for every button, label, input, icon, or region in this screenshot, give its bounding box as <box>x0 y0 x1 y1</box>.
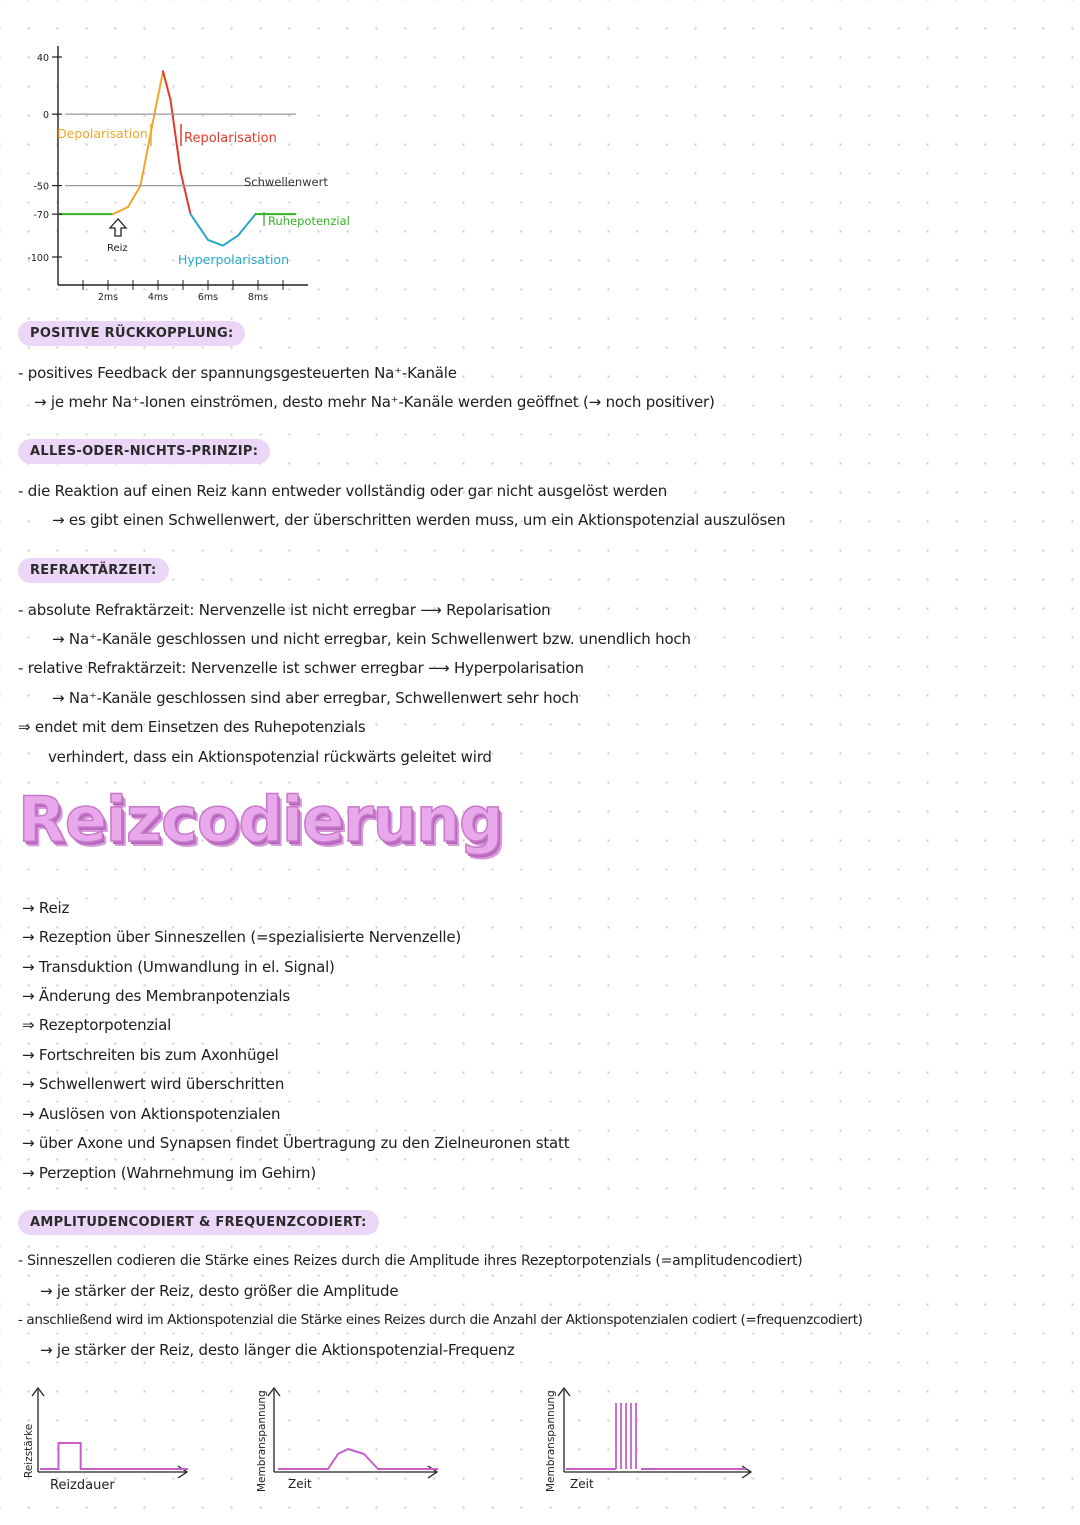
spike-group <box>566 1403 746 1469</box>
text-line: → Na⁺-Kanäle geschlossen sind aber erregbar, Schwellenwert sehr hoch <box>52 689 579 707</box>
ap-series <box>58 71 296 245</box>
reiz-line <box>40 1443 188 1469</box>
ylabel-reizstaerke: Reizstärke <box>23 1423 35 1478</box>
text-line: → über Axone und Synapsen findet Übertragung zu den Zielneuronen statt <box>22 1134 570 1152</box>
label-ruhepotenzial: Ruhepotenzial <box>268 214 350 228</box>
series-hyperpolarisation <box>191 214 256 246</box>
reiz-arrow-icon <box>110 219 126 236</box>
label-depolarisation: Depolarisation <box>57 126 148 141</box>
page-title-reizcodierung: Reizcodierung <box>18 783 503 856</box>
text-line: → Rezeption über Sinneszellen (=spezialisierte Nervenzelle) <box>22 928 462 946</box>
text-line: → Fortschreiten bis zum Axonhügel <box>22 1046 279 1064</box>
text-line: - absolute Refraktärzeit: Nervenzelle ist nicht erregbar ⟶ Repolarisation <box>18 601 551 619</box>
text-line: → es gibt einen Schwellenwert, der überschritten werden muss, um ein Aktionspotenzial auszulösen <box>52 511 786 529</box>
rezeptorpotenzial-graph <box>250 1370 470 1500</box>
text-line: ⇒ endet mit dem Einsetzen des Ruhepotenzials <box>18 718 366 736</box>
text-line: → Änderung des Membranpotenzials <box>22 987 290 1005</box>
label-reiz: Reiz <box>107 243 128 254</box>
y-tick-label: -100 <box>27 253 49 264</box>
action-potential-chart <box>0 0 420 310</box>
text-line: - die Reaktion auf einen Reiz kann entweder vollständig oder gar nicht ausgelöst werden <box>18 482 668 500</box>
label-schwellenwert: Schwellenwert <box>244 175 328 189</box>
text-line: → je mehr Na⁺-Ionen einströmen, desto mehr Na⁺-Kanäle werden geöffnet (→ noch positiver) <box>34 393 715 411</box>
ylabel-membranspannung: Membranspannung <box>256 1390 268 1492</box>
y-tick-label: -50 <box>33 181 49 193</box>
series-depolarisation <box>113 71 163 214</box>
xlabel-zeit: Zeit <box>570 1477 594 1491</box>
reiz-graph <box>20 1380 200 1500</box>
xlabel-zeit: Zeit <box>288 1477 312 1491</box>
label-repolarisation: Repolarisation <box>184 131 277 146</box>
text-line: → Transduktion (Umwandlung in el. Signal) <box>22 958 335 976</box>
text-line: → Reiz <box>22 899 70 917</box>
x-tick-label: 8ms <box>247 292 269 303</box>
text-line: - positives Feedback der spannungsgesteuerten Na⁺-Kanäle <box>18 364 457 382</box>
heading-amplitudencodiert: AMPLITUDENCODIERT & FREQUENZCODIERT: <box>18 1210 379 1235</box>
heading-alles-oder-nichts: ALLES-ODER-NICHTS-PRINZIP: <box>18 439 270 464</box>
y-tick-label: 0 <box>42 110 49 122</box>
text-line: ⇒ Rezeptorpotenzial <box>22 1016 172 1034</box>
heading-refraktaerzeit: REFRAKTÄRZEIT: <box>18 558 169 583</box>
text-line: → je stärker der Reiz, desto länger die Aktionspotenzial-Frequenz <box>40 1341 515 1359</box>
text-line: - Sinneszellen codieren die Stärke eines Reizes durch die Amplitude ihres Rezeptorpotenzials (=amplitudencodiert) <box>18 1253 803 1269</box>
text-line: → Perzeption (Wahrnehmung im Gehirn) <box>22 1164 316 1182</box>
y-tick-label: 40 <box>36 53 49 64</box>
aktionspotenzial-graph <box>540 1360 780 1500</box>
text-line: → Schwellenwert wird überschritten <box>22 1075 285 1093</box>
text-line: verhindert, dass ein Aktionspotenzial rückwärts geleitet wird <box>48 748 492 766</box>
label-hyperpolarisation: Hyperpolarisation <box>178 252 290 267</box>
text-line: - anschließend wird im Aktionspotenzial die Stärke eines Reizes durch die Anzahl der Aktionspotenzialen codiert (=frequenzcodiert) <box>18 1312 863 1328</box>
rezeptorpotenzial-line <box>278 1449 438 1469</box>
x-tick-label: 4ms <box>147 292 169 303</box>
ap-axes <box>58 46 308 285</box>
x-tick-label: 2ms <box>97 292 119 303</box>
heading-positive-rueckkopplung: POSITIVE RÜCKKOPPLUNG: <box>18 321 245 346</box>
x-tick-label: 6ms <box>197 292 219 303</box>
text-line: → Auslösen von Aktionspotenzialen <box>22 1105 281 1123</box>
ylabel-membranspannung: Membranspannung <box>545 1390 557 1492</box>
text-line: → Na⁺-Kanäle geschlossen und nicht erregbar, kein Schwellenwert bzw. unendlich hoch <box>52 630 691 648</box>
xlabel-reizdauer: Reizdauer <box>50 1478 115 1493</box>
text-line: - relative Refraktärzeit: Nervenzelle ist schwer erregbar ⟶ Hyperpolarisation <box>18 659 584 677</box>
text-line: → je stärker der Reiz, desto größer die Amplitude <box>40 1282 399 1300</box>
y-tick-label: -70 <box>33 210 49 222</box>
